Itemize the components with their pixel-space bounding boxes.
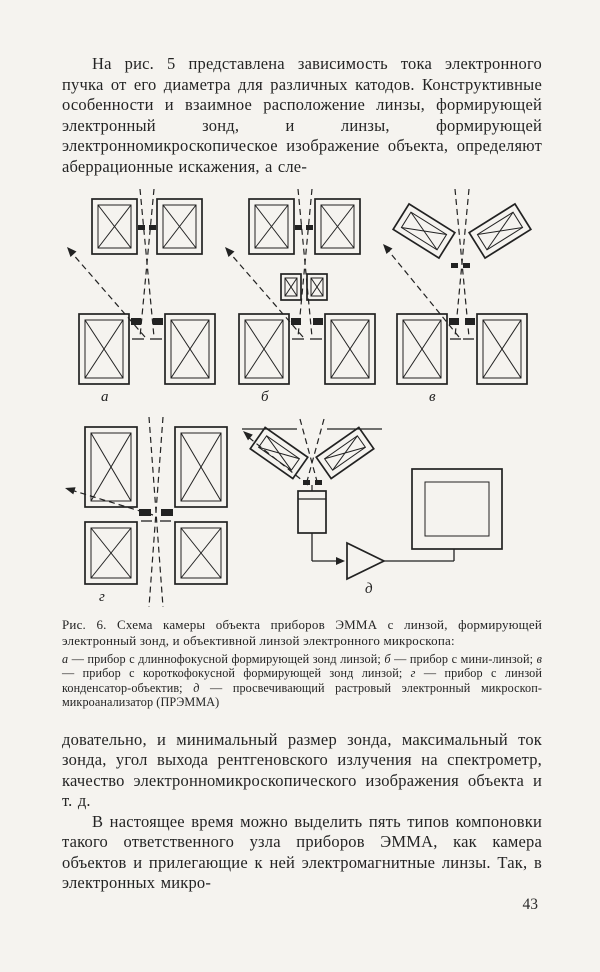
caption-item (62, 652, 384, 666)
figure-caption (62, 617, 542, 710)
paragraph-body-2: В настоящее время можно выделить пять типов компоновки такого ответственного узла приборов ЭММА, как камера объектов и прилегающие к ней электромагнитные линзы. Так, в электронных микро- (62, 811, 542, 893)
diagram-b (225, 189, 375, 405)
diagram-a (67, 189, 215, 405)
diagram-label-d: д (365, 581, 373, 597)
caption-item-letter: а (62, 651, 69, 666)
caption-item-letter: д (193, 680, 200, 695)
caption-item-text: — прибор с линзой конденсатор-объектив; (62, 666, 542, 695)
diagram-label-a: а (101, 389, 109, 405)
caption-item-text: — прибор с длиннофокусной формирующей зонд линзой; (68, 651, 385, 666)
diagram-label-g: г (99, 589, 105, 605)
page-number: 43 (522, 896, 538, 913)
diagram-v (383, 189, 531, 405)
paragraph-intro: На рис. 5 представлена зависимость тока электронного пучка от его диаметра для различных катодов. Конструктивные особенности и взаимное расположение линзы, формирующей электронный зонд, и линзы, формирующей электронномикроскопическое изображение объекта, определяют аберрационные искажения, а сле- (62, 54, 542, 176)
diagram-g (65, 417, 227, 607)
diagram-label-b: б (261, 389, 269, 405)
caption-item-letter: г (410, 666, 416, 681)
caption-item-text: — прибор с короткофокусной формирующей зонд линзой; (62, 666, 411, 681)
diagram-d (242, 419, 502, 597)
figure-caption-items (62, 652, 542, 710)
caption-item (384, 652, 536, 666)
paragraph-continuation: довательно, и минимальный размер зонда, максимальный ток зонда, угол выхода рентгеновского излучения на спектрометр, качество электронномикроскопического изображения объекта и т. д. (62, 729, 542, 811)
caption-item-letter: б (384, 651, 391, 666)
diagram-label-v: в (429, 389, 436, 405)
figure-diagrams (57, 189, 547, 614)
detector-cylinder (298, 491, 326, 533)
amplifier-triangle (347, 543, 384, 579)
caption-item-letter: в (536, 651, 542, 666)
caption-item-text: — прибор с мини-линзой; (390, 651, 537, 666)
caption-item-text: — просвечивающий растровый электронный микроскоп-микроанализатор (ПРЭММА) (62, 680, 542, 710)
figure-6 (62, 189, 542, 710)
figure-caption-title: Рис. 6. Схема камеры объекта приборов ЭММА с линзой, формирующей электронный зонд, и объективной линзой электронного микроскопа: (62, 617, 542, 648)
